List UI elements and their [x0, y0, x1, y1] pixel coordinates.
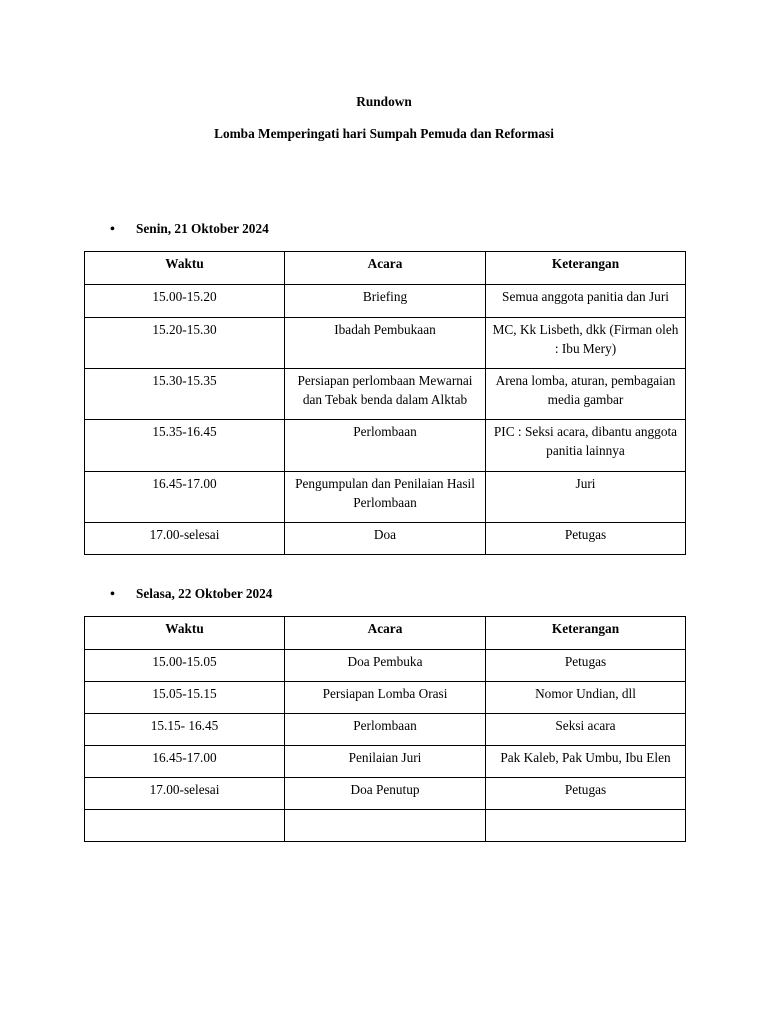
column-header-acara: Acara [285, 252, 486, 285]
bullet-icon: • [110, 222, 115, 237]
cell-waktu: 16.45-17.00 [85, 746, 285, 778]
cell-keterangan: Seksi acara [486, 714, 686, 746]
cell-waktu: 17.00-selesai [85, 778, 285, 810]
cell-waktu: 15.35-16.45 [85, 420, 285, 472]
cell-keterangan: Semua anggota panitia dan Juri [486, 285, 686, 318]
cell-acara: Doa [285, 523, 486, 555]
table-row [85, 420, 686, 472]
cell-waktu: 16.45-17.00 [85, 472, 285, 523]
column-header-waktu: Waktu [85, 252, 285, 285]
table-row [85, 714, 686, 746]
cell-waktu: 15.30-15.35 [85, 369, 285, 420]
table-row [85, 682, 686, 714]
cell-waktu: 15.20-15.30 [85, 318, 285, 369]
day-heading-monday [110, 220, 269, 239]
table-row [85, 523, 686, 555]
day-heading-label: Selasa, 22 Oktober 2024 [136, 586, 273, 601]
cell-acara: Briefing [285, 285, 486, 318]
cell-waktu: 17.00-selesai [85, 523, 285, 555]
column-header-acara: Acara [285, 617, 486, 650]
document-subtitle: Lomba Memperingati hari Sumpah Pemuda dan Reformasi [214, 126, 554, 141]
cell-acara: Doa Penutup [285, 778, 486, 810]
cell-waktu: 15.00-15.20 [85, 285, 285, 318]
column-header-keterangan: Keterangan [486, 252, 686, 285]
table-row [85, 650, 686, 682]
cell-acara: Penilaian Juri [285, 746, 486, 778]
cell-keterangan: Nomor Undian, dll [486, 682, 686, 714]
day-heading-label: Senin, 21 Oktober 2024 [136, 221, 269, 236]
cell-keterangan: Petugas [486, 650, 686, 682]
cell-keterangan [486, 810, 686, 842]
cell-waktu: 15.05-15.15 [85, 682, 285, 714]
cell-keterangan: MC, Kk Lisbeth, dkk (Firman oleh : Ibu Mery) [486, 318, 686, 369]
cell-acara: Doa Pembuka [285, 650, 486, 682]
table-header-row [85, 617, 686, 650]
cell-waktu: 15.15- 16.45 [85, 714, 285, 746]
table-row [85, 810, 686, 842]
table-row [85, 746, 686, 778]
table-row [85, 778, 686, 810]
document-title: Rundown [356, 94, 412, 109]
cell-keterangan: Pak Kaleb, Pak Umbu, Ibu Elen [486, 746, 686, 778]
table-header-row [85, 252, 686, 285]
cell-acara: Perlombaan [285, 420, 486, 472]
schedule-table-tuesday [84, 616, 686, 842]
table-row [85, 472, 686, 523]
column-header-keterangan: Keterangan [486, 617, 686, 650]
cell-waktu [85, 810, 285, 842]
schedule-table-monday [84, 251, 686, 555]
table-row [85, 318, 686, 369]
day-heading-tuesday [110, 585, 272, 604]
cell-keterangan: Petugas [486, 523, 686, 555]
cell-keterangan: PIC : Seksi acara, dibantu anggota panitia lainnya [486, 420, 686, 472]
cell-acara: Pengumpulan dan Penilaian Hasil Perlombaan [285, 472, 486, 523]
bullet-icon: • [110, 587, 115, 602]
cell-keterangan: Juri [486, 472, 686, 523]
cell-acara: Persiapan perlombaan Mewarnai dan Tebak benda dalam Alktab [285, 369, 486, 420]
cell-acara [285, 810, 486, 842]
cell-acara: Ibadah Pembukaan [285, 318, 486, 369]
column-header-waktu: Waktu [85, 617, 285, 650]
cell-acara: Perlombaan [285, 714, 486, 746]
cell-acara: Persiapan Lomba Orasi [285, 682, 486, 714]
cell-keterangan: Arena lomba, aturan, pembagaian media gambar [486, 369, 686, 420]
cell-keterangan: Petugas [486, 778, 686, 810]
table-row [85, 285, 686, 318]
cell-waktu: 15.00-15.05 [85, 650, 285, 682]
table-row [85, 369, 686, 420]
